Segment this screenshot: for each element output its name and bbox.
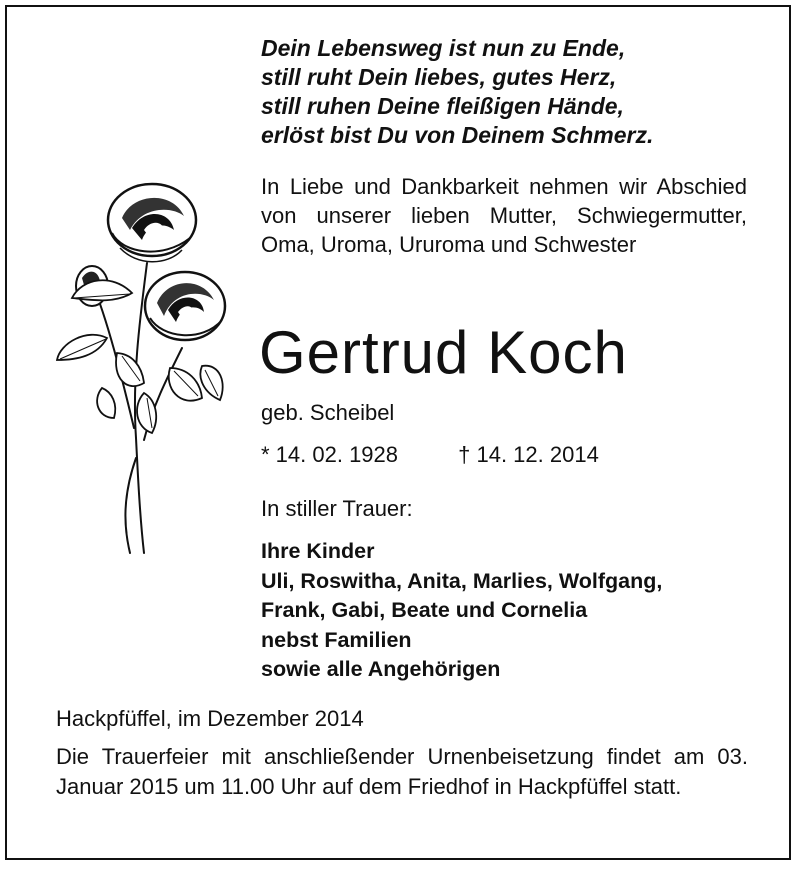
intro-text: In Liebe und Dankbarkeit nehmen wir Abschied von unserer lieben Mutter, Schwiegermutter, Oma, Uroma, Ururoma und Schwester <box>261 174 747 257</box>
lower-rose <box>145 272 225 340</box>
intro-paragraph <box>261 172 747 259</box>
funeral-info <box>56 742 748 801</box>
life-dates <box>261 442 599 468</box>
mourner-line: Frank, Gabi, Beate und Cornelia <box>261 598 588 622</box>
poem <box>261 34 653 150</box>
mourner-line: sowie alle Angehörigen <box>261 657 501 681</box>
mourner-line: Uli, Roswitha, Anita, Marlies, Wolfgang, <box>261 568 663 593</box>
poem-line: still ruht Dein liebes, gutes Herz, <box>261 64 617 90</box>
rose-icon <box>52 178 227 558</box>
poem-line: Dein Lebensweg ist nun zu Ende, <box>261 35 626 61</box>
funeral-text: Die Trauerfeier mit anschließender Urnenbeisetzung findet am 03. Januar 2015 um 11.00 Uhr auf dem Friedhof in Hackpfüffel statt. <box>56 744 748 799</box>
poem-line: still ruhen Deine fleißigen Hände, <box>261 93 624 119</box>
death-date: † 14. 12. 2014 <box>458 442 599 467</box>
mourner-line: nebst Familien <box>261 627 412 652</box>
upper-rose <box>108 184 196 262</box>
mourner-line: Ihre Kinder <box>261 539 375 563</box>
deceased-name: Gertrud Koch <box>259 319 628 386</box>
birth-name: geb. Scheibel <box>261 400 395 425</box>
mourning-label: In stiller Trauer: <box>261 496 413 521</box>
birth-date: * 14. 02. 1928 <box>261 442 399 467</box>
place-date: Hackpfüffel, im Dezember 2014 <box>56 706 364 731</box>
mourners-list <box>261 537 662 685</box>
poem-line: erlöst bist Du von Deinem Schmerz. <box>261 122 654 148</box>
